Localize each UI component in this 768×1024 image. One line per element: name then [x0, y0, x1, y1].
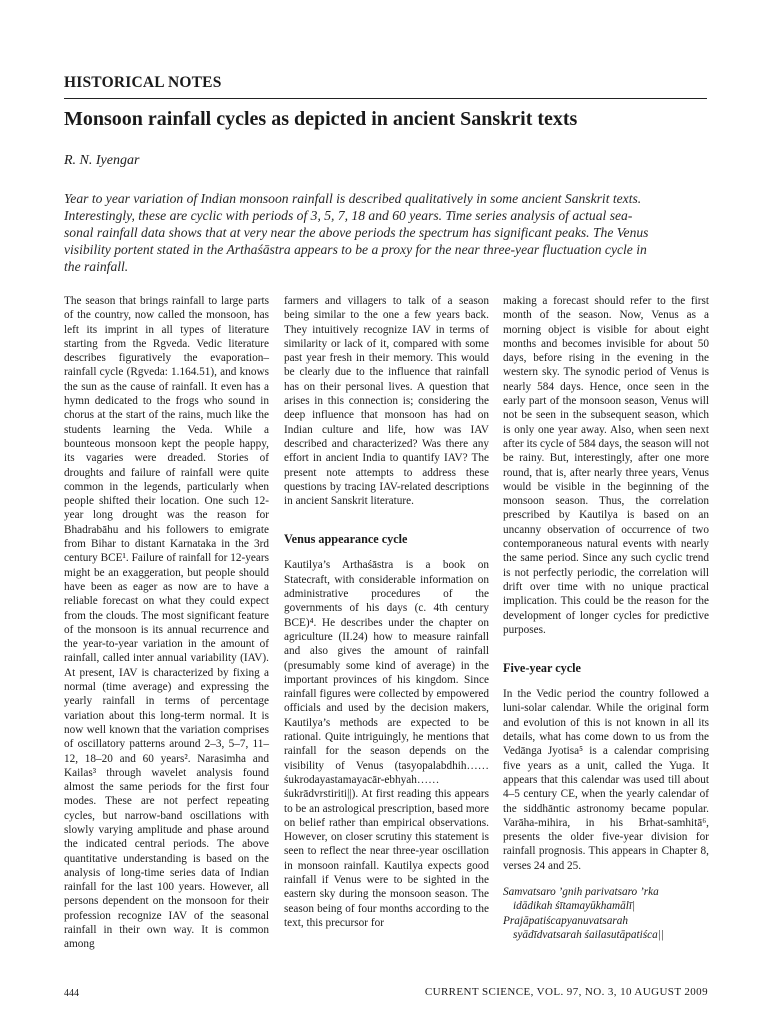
verse-line: idādikah śītamayūkhamālī|	[513, 900, 636, 913]
abstract-line: Interestingly, these are cyclic with periods of 3, 5, 7, 18 and 60 years. Time series analysis of actual sea-	[64, 208, 633, 223]
abstract-line: Year to year variation of Indian monsoon rainfall is described qualitatively in some ancient Sanskrit texts.	[64, 191, 642, 206]
journal-footer: CURRENT SCIENCE, VOL. 97, NO. 3, 10 AUGUST 2009	[424, 986, 708, 998]
body-paragraph: Kautilya’s Arthaśāstra is a book on Statecraft, with considerable information on administrative procedures of the governments of his days (c. 4th century BCE)⁴. He describes under the chapter on agriculture (II.24) how to measure rainfall and also gives the amount of rainfall (presumably some kind of average) in the important provinces of his kingdom. Since rainfall figures were collected by empowered officials and used by the decision makers, Kautilya’s methods are expected to be rational. Quite intriguingly, he mentions that rainfall for the season depends on the visibility of Venus (tasyopalabdhih……śukrodayastamayacār-ebhyah……śukrādvrstiriti||). At first reading this appears to be an astrological prescription, based more on belief rather than empirical observations. However, on closer scrutiny this statement is seen to reflect the near three-year oscillation in monsoon rainfall. Kautilya expects good rainfall if Venus were to be sighted in the eastern sky during the monsoon season. The season being of four months according to the text, this precursor for	[284, 559, 489, 929]
header-rule	[64, 98, 707, 99]
body-paragraph: making a forecast should refer to the first month of the season. Now, Venus as a morning object is visible for about eight months and becomes invisible for about 50 days, before rising in the evening in the western sky. The synodic period of Venus is nearly 584 days. Hence, once seen in the early part of the monsoon season, Venus will not be seen in the subsequent season, which is only one year away. Also, when seen next after its cycle of 584 days, the season will not be rainy. But, interestingly, after one more round, that is, after nearly three years, Venus would be visible in the beginning of the monsoon season. Thus, the correlation prescribed by Kautilya is based on an uncanny observation of occurrence of two contemporaneous natural events with nearly the same period. Since any such cyclic trend is not perfectly periodic, the correlation will drift over time with no unique practical implication. This could be the reason for the development of longer cycles for predictive purposes.	[503, 295, 709, 636]
section-heading-five-year: Five-year cycle	[503, 661, 581, 676]
verse-line: syādīdvatsarah śailasutāpatiśca||	[513, 928, 664, 941]
abstract-line: visibility portent stated in the Arthaśāstra appears to be a proxy for the near three-year fluctuation cycle in	[64, 242, 647, 257]
abstract-line: the rainfall.	[64, 259, 129, 274]
abstract	[64, 190, 710, 275]
author-name: R. N. Iyengar	[64, 153, 140, 168]
section-label: HISTORICAL NOTES	[64, 74, 222, 91]
sanskrit-verse	[503, 885, 709, 942]
column-middle	[284, 294, 489, 930]
body-paragraph: In the Vedic period the country followed a luni-solar calendar. While the original form and evolution of this is not known in all its details, what has come down to us from the Vedānga Jyotisa⁵ is a calendar comprising five years as a unit, called the Yuga. It appears that this calendar was used till about 4–5 century CE, when the yearly calendar of the siddhāntic astronomy became popular. Varāha-mihira, in his Brhat-samhitā⁶, presents the older five-year division for rainfall prognosis. This appears in Chapter 8, verses 24 and 25.	[503, 688, 709, 872]
abstract-line: sonal rainfall data shows that at very near the above periods the spectrum has significant peaks. The Venus	[64, 225, 649, 240]
column-right	[503, 294, 709, 942]
verse-line: Samvatsaro ’gnih parivatsaro ’rka	[503, 885, 659, 898]
verse-line: Prajāpatiścapyanuvatsarah	[503, 914, 628, 927]
section-heading-venus: Venus appearance cycle	[284, 532, 408, 547]
body-paragraph: farmers and villagers to talk of a season being similar to the one a few years back. They intuitively recognize IAV in terms of similarity or lack of it, compared with some past year fresh in their memory. This would be clearly due to the influence that rainfall has on their personal lives. A question that arises in this connection is; considering the deep influence that monsoon has had on Indian culture and life, how was IAV described and characterized? Was there any effort in ancient India to quantify IAV? The present note attempts to address these questions by tracing IAV-related descriptions in ancient Sanskrit literature.	[284, 295, 489, 508]
page-number: 444	[64, 988, 79, 999]
body-paragraph: The season that brings rainfall to large parts of the country, now called the monsoon, has left its imprint in all types of literature starting from the Rgveda. Vedic literature describes figuratively the evaporation–rainfall cycle (Rgveda: 1.164.51), and knows the sun as the cause of rainfall. It even has a hymn dedicated to the frogs who sound in chorus at the start of the rains, much like the students learning the Veda. While a bounteous monsoon kept the people happy, its vagaries were dreaded. Stories of droughts and failure of rainfall were quite common in the legends, particularly when people shifted their location. One such 12-year long drought was the reason for Bhadrabāhu and his followers to emigrate from Bihar to distant Karnataka in the 3rd century BCE¹. Failure of rainfall for 12-years might be an exaggeration, but people should have been as eager as now are to have a reliable forecast on what they could expect from the clouds. The most significant feature of the monsoon is its annual recurrence and the year-to-year variation in the amount of rainfall, called inter annual variability (IAV). At present, IAV is characterized by fixing a normal (time average) and expressing the yearly rainfall in terms of percentage variation about this long-term normal. It is now well known that the variation comprises of oscillatory patterns around 2–3, 5–7, 11–12, 18–20 and 60 years². Narasimha and Kailas³ through wavelet analysis found almost the same periods for the first four modes. These are not perfect repeating cycles, but narrow-band oscillations with slowly varying amplitude and phase around the indicated central periods. The above quantitative understanding is based on the analysis of long-time series data of Indian rainfall for the last 100 years. However, all persons dependent on the monsoon for their profession recognize IAV of the seasonal rainfall in their own way. It is common among	[64, 295, 269, 951]
column-left	[64, 294, 269, 952]
article-title: Monsoon rainfall cycles as depicted in ancient Sanskrit texts	[64, 108, 578, 130]
